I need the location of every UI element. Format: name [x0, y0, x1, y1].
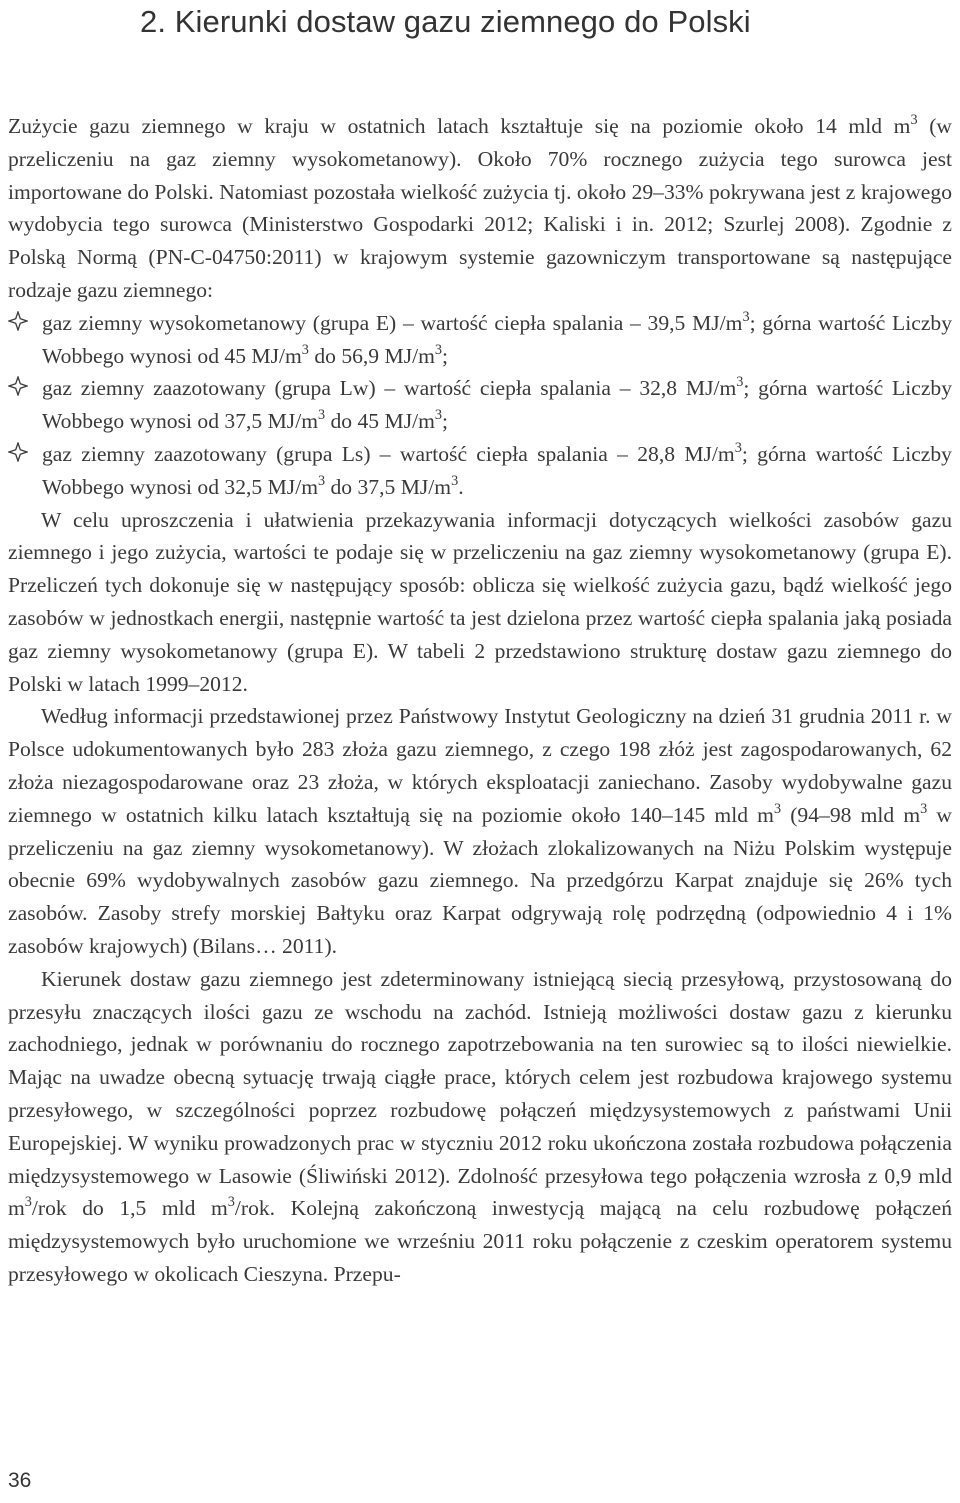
paragraph-2: W celu uproszczenia i ułatwienia przekazywania informacji dotyczących wielkości zasobów gazu ziemnego i jego zużycia, wartości te podaje się w przeliczeniu na gaz ziemny wysokometanowy (grupa E). Przeliczeń tych dokonuje się w następujący sposób: oblicza się wielkość zużycia gazu, bądź wielkość jego zasobów w jednostkach energii, następnie wartość ta jest dzielona przez wartość ciepła spalania jaką posiada gaz ziemny wysokometanowy (grupa E). W tabeli 2 przedstawiono strukturę dostaw gazu ziemnego do Polski w latach 1999–2012. — [8, 507, 952, 696]
list-item: gaz ziemny zaazotowany (grupa Lw) – wartość ciepła spalania – 32,8 $MJ/m^3$; górna wartość Liczby Wobbego wynosi od 37,5 $MJ/m^3$ do 45 $MJ/m^3$; — [8, 372, 952, 438]
page-number: 36 — [8, 1469, 32, 1492]
list-item: gaz ziemny wysokometanowy (grupa E) – wartość ciepła spalania – 39,5 $MJ/m^3$; górna wartość Liczby Wobbego wynosi od 45 $MJ/m^3$ do 56,9 $MJ/m^3$; — [8, 307, 952, 373]
list-item: gaz ziemny zaazotowany (grupa Ls) – wartość ciepła spalania – 28,8 $MJ/m^3$; górna wartość Liczby Wobbego wynosi od 32,5 $MJ/m^3$ do 37,5 $MJ/m^3$. — [8, 438, 952, 504]
body-text — [8, 110, 952, 1291]
four-point-star-outline-icon — [8, 442, 28, 462]
paragraph-1: Zużycie gazu ziemnego w kraju w ostatnich latach kształtuje się na poziomie około 14 mld $m^3$ (w przeliczeniu na gaz ziemny wysokometanowy). Około 70% rocznego zużycia tego surowca jest importowane do Polski. Natomiast pozostała wielkość zużycia tj. około 29–33% pokrywana jest z krajowego wydobycia tego surowca (Ministerstwo Gospodarki 2012; Kaliski i in. 2012; Szurlej 2008). Zgodnie z Polską Normą (PN-C-04750:2011) w krajowym systemie gazowniczym transportowane są następujące rodzaje gazu ziemnego: — [8, 112, 952, 302]
four-point-star-outline-icon — [8, 311, 28, 331]
gas-types-list — [8, 307, 952, 504]
paragraph-3: Według informacji przedstawionej przez Państwowy Instytut Geologiczny na dzień 31 grudnia 2011 r. w Polsce udokumentowanych było 283 złoża gazu ziemnego, z czego 198 złóż jest zagospodarowanych, 62 złoża niezagospodarowane oraz 23 złoża, w których eksploatacji zaniechano. Zasoby wydobywalne gazu ziemnego w ostatnich kilku latach kształtują się na poziomie około 140–145 mld $m^3$ (94–98 mld $m^3$ w przeliczeniu na gaz ziemny wysokometanowy). W złożach zlokalizowanych na Niżu Polskim występuje obecnie 69% wydobywalnych zasobów gazu ziemnego. Na przedgórzu Karpat znajduje się 26% tych zasobów. Zasoby strefy morskiej Bałtyku oraz Karpat odgrywają rolę podrzędną (odpowiednio 4 i 1% zasobów krajowych) (Bilans… 2011). — [8, 704, 953, 958]
section-title: 2. Kierunki dostaw gazu ziemnego do Polski — [140, 4, 751, 39]
document-page — [8, 0, 952, 1291]
paragraph-4: Kierunek dostaw gazu ziemnego jest zdeterminowany istniejącą siecią przesyłową, przystosowaną do przesyłu znaczących ilości gazu ze wschodu na zachód. Istnieją możliwości dostaw gazu z kierunku zachodniego, jednak w porównaniu do rocznego zapotrzebowania na ten surowiec są to ilości niewielkie. Mając na uwadze obecną sytuację trwają ciągłe prace, których celem jest rozbudowa krajowego systemu przesyłowego, w szczególności poprzez rozbudowę połączeń międzysystemowych z państwami Unii Europejskiej. W wyniku prowadzonych prac w styczniu 2012 roku ukończona została rozbudowa połączenia międzysystemowego w Lasowie (Śliwiński 2012). Zdolność przesyłowa tego połączenia wzrosła z 0,9 mld $m^3$/rok do 1,5 mld $m^3$/rok. Kolejną zakończoną inwestycją mającą na celu rozbudowę połączeń międzysystemowych było uruchomione we wrześniu 2011 roku połączenie z czeskim operatorem systemu przesyłowego w okolicach Cieszyna. Przepu- — [8, 966, 952, 1286]
four-point-star-outline-icon — [8, 376, 28, 396]
